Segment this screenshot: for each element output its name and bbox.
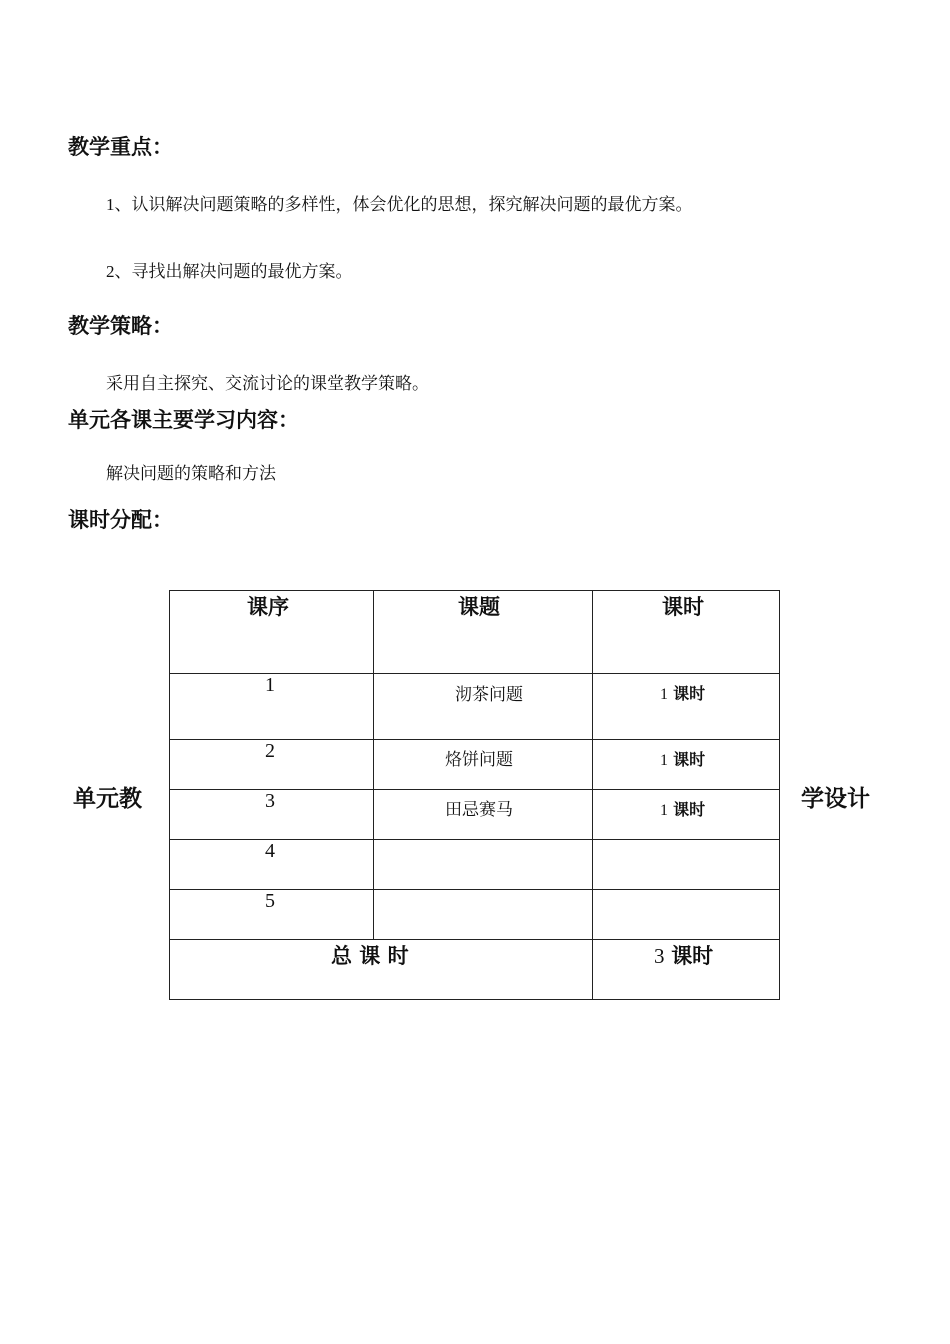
column-divider <box>592 590 593 1000</box>
key-point-number: 2 <box>106 262 115 281</box>
strategy-heading: 教学策略： <box>68 314 173 338</box>
hours-number: 1 <box>660 802 668 819</box>
key-point-text: 、认识解决问题策略的多样性，体会优化的思想，探究解决问题的最优方案。 <box>114 195 693 215</box>
allocation-table <box>169 590 780 1000</box>
side-title-left: 单元教 <box>73 786 142 812</box>
key-points-heading: 教学重点： <box>68 135 173 159</box>
row-hours <box>660 797 705 820</box>
total-hours <box>654 940 713 970</box>
row-hours <box>660 747 705 770</box>
side-title-right: 学设计 <box>801 786 870 812</box>
hours-number: 1 <box>660 686 668 703</box>
content-heading: 单元各课主要学习内容： <box>68 408 299 432</box>
column-divider <box>373 590 374 940</box>
header-topic: 课题 <box>458 595 500 619</box>
table-border-bottom <box>169 999 780 1000</box>
row-sequence: 1 <box>265 674 275 696</box>
row-divider <box>169 889 780 890</box>
hours-unit: 课时 <box>673 800 706 819</box>
hours-unit: 课时 <box>673 750 706 769</box>
content-text: 解决问题的策略和方法 <box>106 464 276 484</box>
row-divider <box>169 789 780 790</box>
row-hours <box>660 681 705 704</box>
row-divider <box>169 839 780 840</box>
key-point-item-2 <box>106 257 353 282</box>
row-topic: 烙饼问题 <box>445 750 513 770</box>
row-sequence: 4 <box>265 840 275 862</box>
row-divider <box>169 673 780 674</box>
row-divider <box>169 739 780 740</box>
row-sequence: 2 <box>265 740 275 762</box>
header-sequence: 课序 <box>247 595 289 619</box>
key-point-number: 1 <box>106 195 115 214</box>
row-sequence: 3 <box>265 790 275 812</box>
allocation-heading: 课时分配： <box>68 508 173 532</box>
total-hours-unit: 课时 <box>671 944 714 968</box>
row-topic: 田忌赛马 <box>445 800 513 820</box>
total-label: 总 课 时 <box>331 944 409 968</box>
key-point-text: 、寻找出解决问题的最优方案。 <box>114 262 353 282</box>
hours-number: 1 <box>660 752 668 769</box>
total-hours-number: 3 <box>654 944 665 968</box>
row-topic: 沏茶问题 <box>455 685 523 705</box>
strategy-text: 采用自主探究、交流讨论的课堂教学策略。 <box>106 374 429 394</box>
row-sequence: 5 <box>265 890 275 912</box>
hours-unit: 课时 <box>673 684 706 703</box>
key-point-item-1 <box>106 190 693 215</box>
header-hours: 课时 <box>662 595 704 619</box>
